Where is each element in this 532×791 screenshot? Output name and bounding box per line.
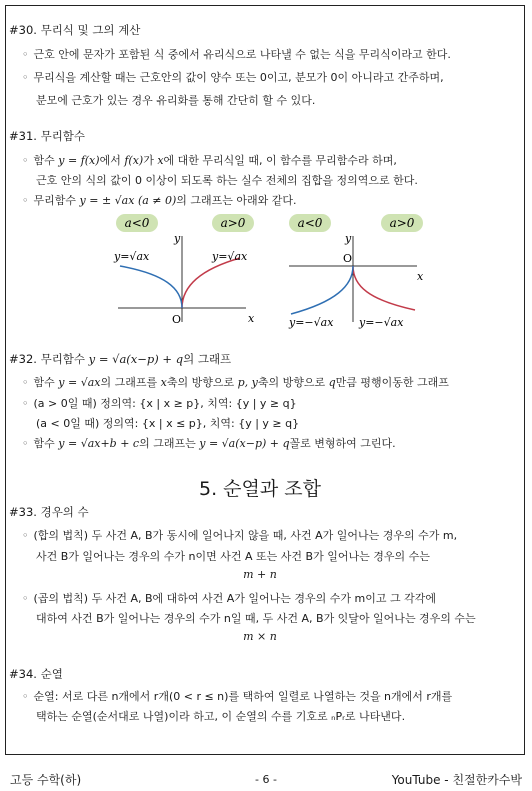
tag-right: a>0: [220, 216, 246, 230]
curve-left: [291, 266, 353, 314]
text-30-3: 분모에 근호가 있는 경우 유리화를 통해 간단히 할 수 있다.: [36, 94, 316, 107]
heading-30: #30. 무리식 및 그의 계산: [9, 23, 141, 37]
text-32-1: ◦ 함수 y = √ax의 그래프를 x축의 방향으로 p, y축의 방향으로 q만큼 평행이동한 그래프: [22, 376, 449, 389]
footer-page: - 6 -: [255, 773, 277, 786]
tag-left: a<0: [297, 216, 323, 230]
text-32-2: ◦ (a > 0일 때) 정의역: {x | x ≥ p}, 치역: {y | y ≥ q}: [22, 397, 297, 410]
text-32-4: ◦ 함수 y = √ax+b + c의 그래프는 y = √a(x−p) + q꼴로 변형하여 그린다.: [22, 437, 396, 450]
heading-31: #31. 무리함수: [9, 129, 86, 143]
text-33-5: 대하여 사건 B가 일어나는 경우의 수가 n일 때, 두 사건 A, B가 잇달아 일어나는 경우의 수는: [36, 612, 476, 625]
heading-33: #33. 경우의 수: [9, 505, 89, 519]
section-title: 5. 순열과 조합: [199, 478, 321, 500]
label-left: y=−√ax: [289, 316, 334, 329]
text-31-3: ◦ 무리함수 y = ± √ax (a ≠ 0)의 그래프는 아래와 같다.: [22, 194, 297, 207]
text-32-3: (a < 0일 때) 정의역: {x | x ≤ p}, 치역: {y | y ≥ q}: [36, 417, 300, 430]
text-34-2: 택하는 순열(순서대로 나열)이라 하고, 이 순열의 수를 기호로 ₙPᵣ로 나타낸다.: [36, 710, 406, 723]
curve-right: [182, 258, 240, 308]
text-33-1: ◦ (합의 법칙) 두 사건 A, B가 동시에 일어나지 않을 때, 사건 A가 일어나는 경우의 수가 m,: [22, 529, 458, 542]
label-right: y=√ax: [212, 250, 248, 263]
tag-left: a<0: [124, 216, 150, 230]
text-30-2: ◦ 무리식을 계산할 때는 근호안의 값이 양수 또는 0이고, 분모가 0이 아니라고 간주하며,: [22, 71, 444, 84]
graph-sqrt-positive: [108, 210, 268, 330]
label-left: y=√ax: [114, 250, 150, 263]
text-31-2: 근호 안의 식의 값이 0 이상이 되도록 하는 실수 전체의 집합을 정의역으로 한다.: [36, 174, 418, 187]
footer-left: 고등 수학(하): [10, 773, 82, 787]
origin-label: O: [343, 252, 353, 265]
axis-x-label: x: [248, 312, 255, 325]
label-right: y=−√ax: [359, 316, 404, 329]
curve-left: [120, 266, 182, 308]
text-33-2: 사건 B가 일어나는 경우의 수가 n이면 사건 A 또는 사건 B가 일어나는 경우의 수는: [36, 550, 430, 563]
graph-sqrt-negative: [285, 210, 435, 330]
text-31-1: ◦ 함수 y = f(x)에서 f(x)가 x에 대한 무리식일 때, 이 함수를 무리함수라 하며,: [22, 154, 397, 167]
text-34-1: ◦ 순열: 서로 다른 n개에서 r개(0 < r ≤ n)를 택하여 일렬로 나열하는 것을 n개에서 r개를: [22, 690, 453, 703]
curve-right: [353, 266, 415, 310]
text-30-1: ◦ 근호 안에 문자가 포함된 식 중에서 유리식으로 나타낼 수 없는 식을 무리식이라고 한다.: [22, 48, 451, 61]
axis-x-label: x: [417, 270, 424, 283]
axis-y-label: y: [174, 232, 181, 245]
text-33-4: ◦ (곱의 법칙) 두 사건 A, B에 대하여 사건 A가 일어나는 경우의 수가 m이고 그 각각에: [22, 592, 436, 605]
heading-34: #34. 순열: [9, 667, 63, 681]
heading-32: #32. 무리함수 y = √a(x−p) + q의 그래프: [9, 352, 232, 366]
axis-y-label: y: [345, 232, 352, 245]
formula-sum: m + n: [243, 568, 277, 581]
formula-product: m × n: [243, 630, 277, 643]
footer-right: YouTube - 친절한카수박: [391, 773, 522, 787]
origin-label: O: [172, 313, 182, 326]
tag-right: a>0: [389, 216, 415, 230]
